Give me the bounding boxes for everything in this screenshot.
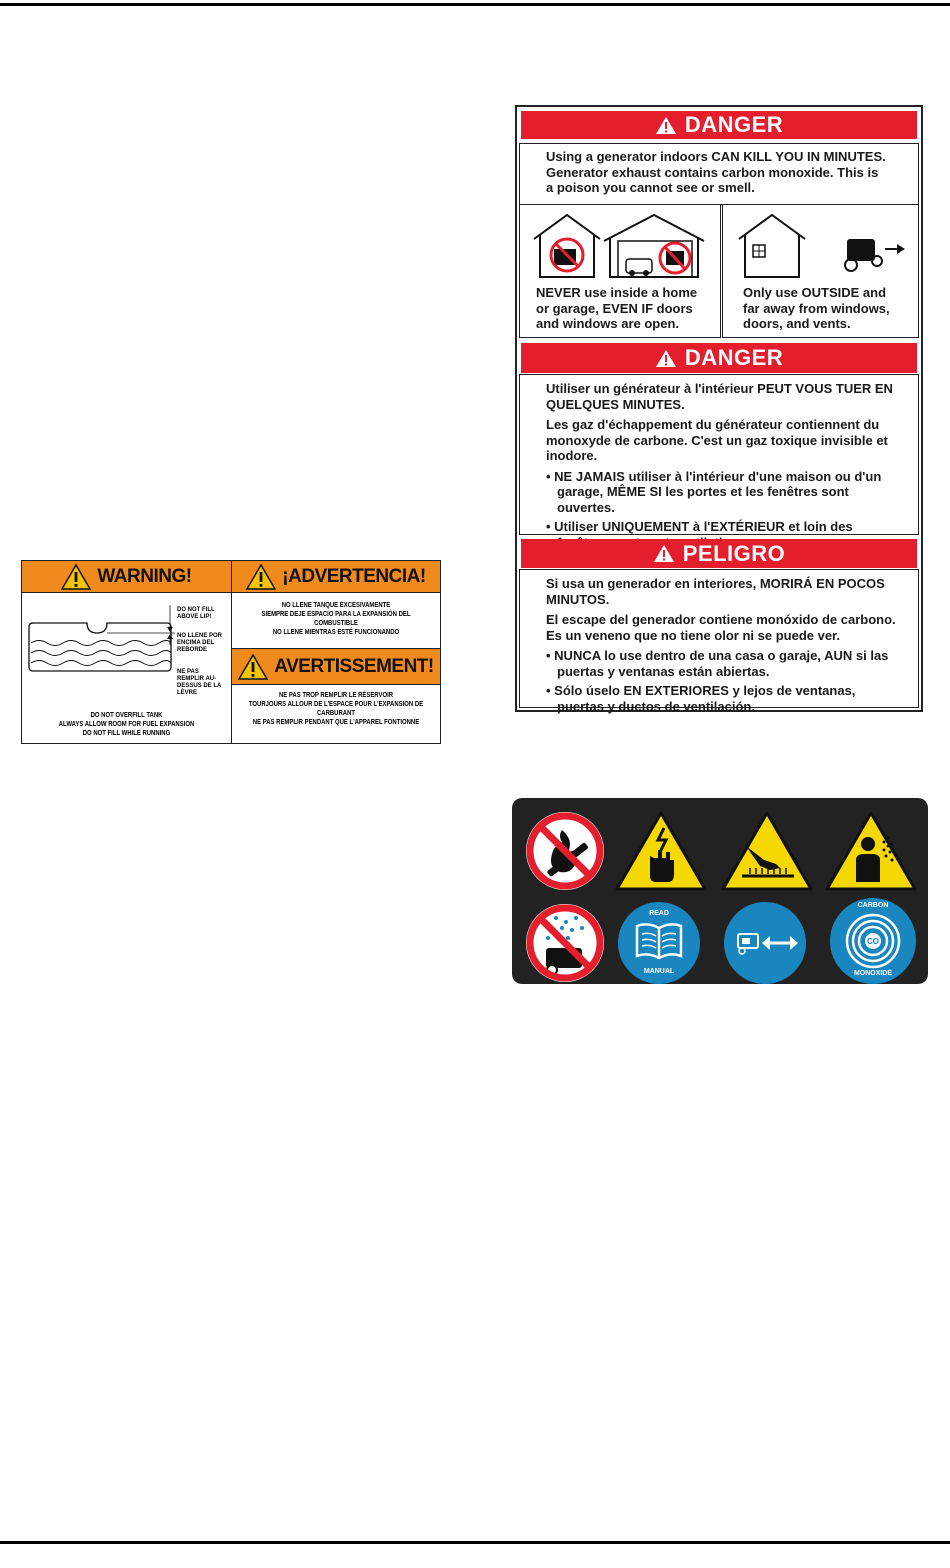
danger-intro-box: Using a generator indoors CAN KILL YOU IN MINUTES. Generator exhaust contains carbon monoxide. This is a poison you cannot see or smell. [519, 143, 919, 205]
es-bullet-2: • Sólo úselo EN EXTERIORES y lejos de ventanas, puertas y ductos de ventilación. [546, 683, 856, 714]
fuel-tank-diagram [25, 601, 175, 681]
carbon-monoxide-icon [830, 898, 916, 984]
danger-title-en: DANGER [684, 112, 784, 137]
safety-icon-panel [512, 798, 928, 984]
warning-triangle-icon [246, 564, 276, 590]
book-icon [634, 922, 684, 962]
warning-header-fr [232, 649, 440, 684]
never-indoors-box [519, 204, 721, 338]
warning-header-es [232, 561, 440, 592]
only-outside-text: Only use OUTSIDE and far away from windows, doors, and vents. [743, 285, 890, 331]
warning-header-en [22, 561, 231, 592]
warning-title-fr: AVERTISSEMENT! [274, 655, 434, 677]
co-symbol: CO [867, 937, 879, 946]
es-para-1: Si usa un generador en interiores, MORIRÁ EN POCOS MINUTOS. [546, 576, 885, 607]
electric-shock-icon [614, 810, 708, 892]
carbon-monoxide-danger-label [515, 105, 923, 712]
danger-text-es-box [519, 569, 919, 714]
fr-para-1: Utiliser un générateur à l'intérieur PEUT VOUS TUER EN QUELQUES MINUTES. [546, 381, 893, 412]
warning-title-en: WARNING! [97, 565, 192, 587]
fuel-warning-label [21, 560, 441, 744]
fuel-text-en: DO NOT OVERFILL TANK ALWAYS ALLOW ROOM FOR FUEL EXPANSION DO NOT FILL WHILE RUNNING [58, 712, 195, 737]
clearance-icon [724, 902, 806, 984]
fill-level-arrows-icon [165, 605, 175, 645]
fr-para-2: Les gaz d'échappement du générateur contiennent du monoxyde de carbone. C'est un gaz toxique invisible et inodore. [546, 417, 888, 463]
diagram-label-fr: NE PAS REMPLIR AU-DESSUS DE LA LÈVRE [177, 669, 222, 696]
fuel-text-fr: NE PAS TROP REMPLIR LE RÉSERVOIR TOURJOURS ALLOUR DE L'ESPACE POUR L'EXPANSION DE CARBURANT NE PAS REMPLIR PENDANT QUE L'APPAREL FONTIONNE [248, 692, 424, 726]
fr-bullet-2: • Utiliser UNIQUEMENT à l'EXTÉRIEUR et loin des [546, 519, 853, 534]
label-divider [22, 592, 440, 593]
diagram-label-en: DO NOT FILL ABOVE LIP! [177, 607, 215, 620]
danger-header-en [521, 111, 917, 139]
warning-triangle-icon [655, 349, 677, 368]
danger-title-es: PELIGRO [682, 540, 786, 566]
label-divider [232, 684, 440, 685]
warning-triangle-icon [61, 564, 91, 590]
fr-bullet-1: • NE JAMAIS utiliser à l'intérieur d'une maison ou d'un garage, MÊME SI les portes et les fenêtres sont ouvertes. [546, 468, 882, 515]
manual-label: MANUAL [643, 968, 675, 975]
hot-surface-icon [720, 810, 814, 892]
generator-clearance-arrow-icon [734, 926, 798, 960]
read-manual-icon [618, 902, 700, 984]
bottom-rule [0, 1541, 950, 1544]
monoxide-label: MONOXIDE [853, 970, 893, 977]
warning-triangle-icon [238, 654, 268, 680]
diagram-label-es: NO LLENE POR ENCIMA DEL REBORDE [177, 633, 223, 653]
no-open-flame-icon [524, 810, 606, 892]
only-outside-box [722, 204, 919, 338]
warning-title-es: ¡ADVERTENCIA! [282, 565, 426, 587]
danger-header-es [521, 539, 917, 568]
never-indoors-text: NEVER use inside a home or garage, EVEN IF doors and windows are open. [536, 285, 698, 331]
no-rain-icon [524, 902, 606, 984]
toxic-fumes-icon [824, 810, 918, 892]
read-label: READ [649, 910, 669, 917]
danger-text-fr-box [519, 374, 919, 535]
warning-triangle-icon [653, 544, 675, 563]
danger-title-fr: DANGER [684, 345, 784, 370]
no-indoor-use-icon [532, 211, 712, 281]
danger-header-fr [521, 343, 917, 373]
es-para-2: El escape del generador contiene monóxido de carbono. Es un veneno que no tiene olor ni se puede ver. [546, 612, 896, 643]
top-rule [0, 3, 950, 6]
warning-triangle-icon [655, 116, 677, 135]
carbon-label: CARBON [857, 902, 889, 909]
fuel-text-es: NO LLENE TANQUE EXCESIVAMENTE SIEMPRE DEJE ESPACIO PARA LA EXPANSIÓN DEL COMBUSTIBLE NO LLENE MIENTRAS ESTÉ FUNCIONANDO [261, 602, 411, 636]
outdoor-use-icon [737, 211, 912, 281]
es-bullet-1: • NUNCA lo use dentro de una casa o garaje, AUN si las puertas y ventanas están abiertas. [546, 648, 889, 679]
